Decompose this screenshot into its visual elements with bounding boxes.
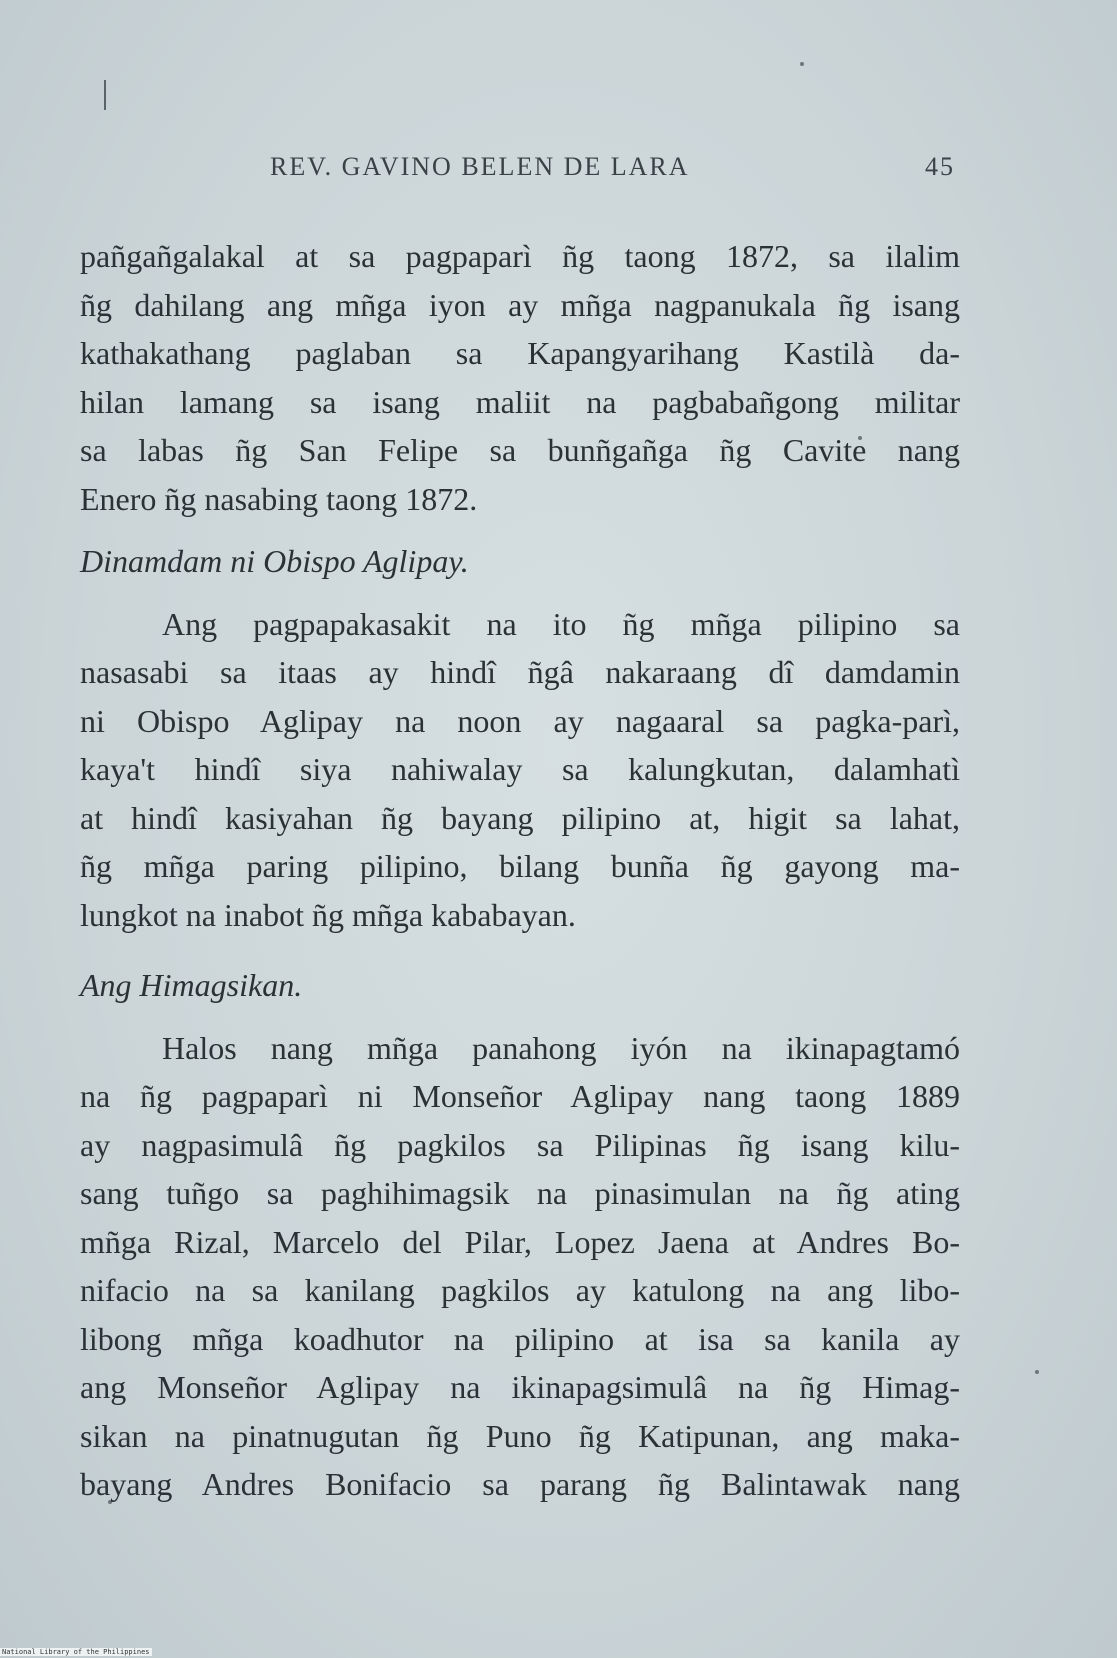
scan-mark [104,80,106,110]
text-line: kaya't hindî siya nahiwalay sa kalungkutan, dalamhatì [80,751,960,787]
text-line: lungkot na inabot ñg mñga kababayan. [80,896,576,933]
text-line: sang tuñgo sa paghihimagsik na pinasimulan na ñg ating [80,1175,960,1211]
text-line: ñg mñga paring pilipino, bilang bunña ñg gayong ma- [80,848,960,884]
scan-speck [800,62,804,66]
text-line: nasasabi sa itaas ay hindî ñgâ nakaraang dî damdamin [80,654,960,690]
section-heading: Ang Himagsikan. [80,967,303,1003]
page-header [270,152,990,192]
text-line: ni Obispo Aglipay na noon ay nagaaral sa pagka-parì, [80,702,960,739]
body-text [80,232,960,1509]
text-line: ñg dahilang ang mñga iyon ay mñga nagpanukala ñg isang [80,286,960,323]
text-line: Halos nang mñga panahong iyón na ikinapagtamó [162,1029,960,1066]
scan-speck [1035,1370,1039,1374]
text-line: sa labas ñg San Felipe sa bunñgañga ñg Cavite nang [80,432,960,468]
text-line: mñga Rizal, Marcelo del Pilar, Lopez Jaena at Andres Bo- [80,1223,960,1260]
text-line: pañgañgalakal at sa pagpaparì ñg taong 1872, sa ilalim [80,238,960,274]
text-line: libong mñga koadhutor na pilipino at isa sa kanila ay [80,1320,960,1357]
text-line: hilan lamang sa isang maliit na pagbabañgong militar [80,383,960,420]
text-line: ay nagpasimulâ ñg pagkilos sa Pilipinas ñg isang kilu- [80,1126,960,1163]
text-line: na ñg pagpaparì ni Monseñor Aglipay nang taong 1889 [80,1078,960,1114]
running-title: REV. GAVINO BELEN DE LARA [270,152,690,181]
text-line: ang Monseñor Aglipay na ikinapagsimulâ na ñg Himag- [80,1369,960,1405]
page-number: 45 [925,152,955,181]
text-line: at hindî kasiyahan ñg bayang pilipino at, higit sa lahat, [80,799,960,836]
section-heading: Dinamdam ni Obispo Aglipay. [80,543,469,579]
library-credit: National Library of the Philippines [2,1648,150,1656]
text-line: sikan na pinatnugutan ñg Puno ñg Katipunan, ang maka- [80,1417,960,1454]
text-line: Enero ñg nasabing taong 1872. [80,480,478,517]
text-line: bayang Andres Bonifacio sa parang ñg Balintawak nang [80,1466,960,1502]
text-line: Ang pagpapakasakit na ito ñg mñga pilipino sa [162,605,960,642]
text-line: nifacio na sa kanilang pagkilos ay katulong na ang libo- [80,1272,960,1308]
text-line: kathakathang paglaban sa Kapangyarihang Kastilà da- [80,335,960,371]
